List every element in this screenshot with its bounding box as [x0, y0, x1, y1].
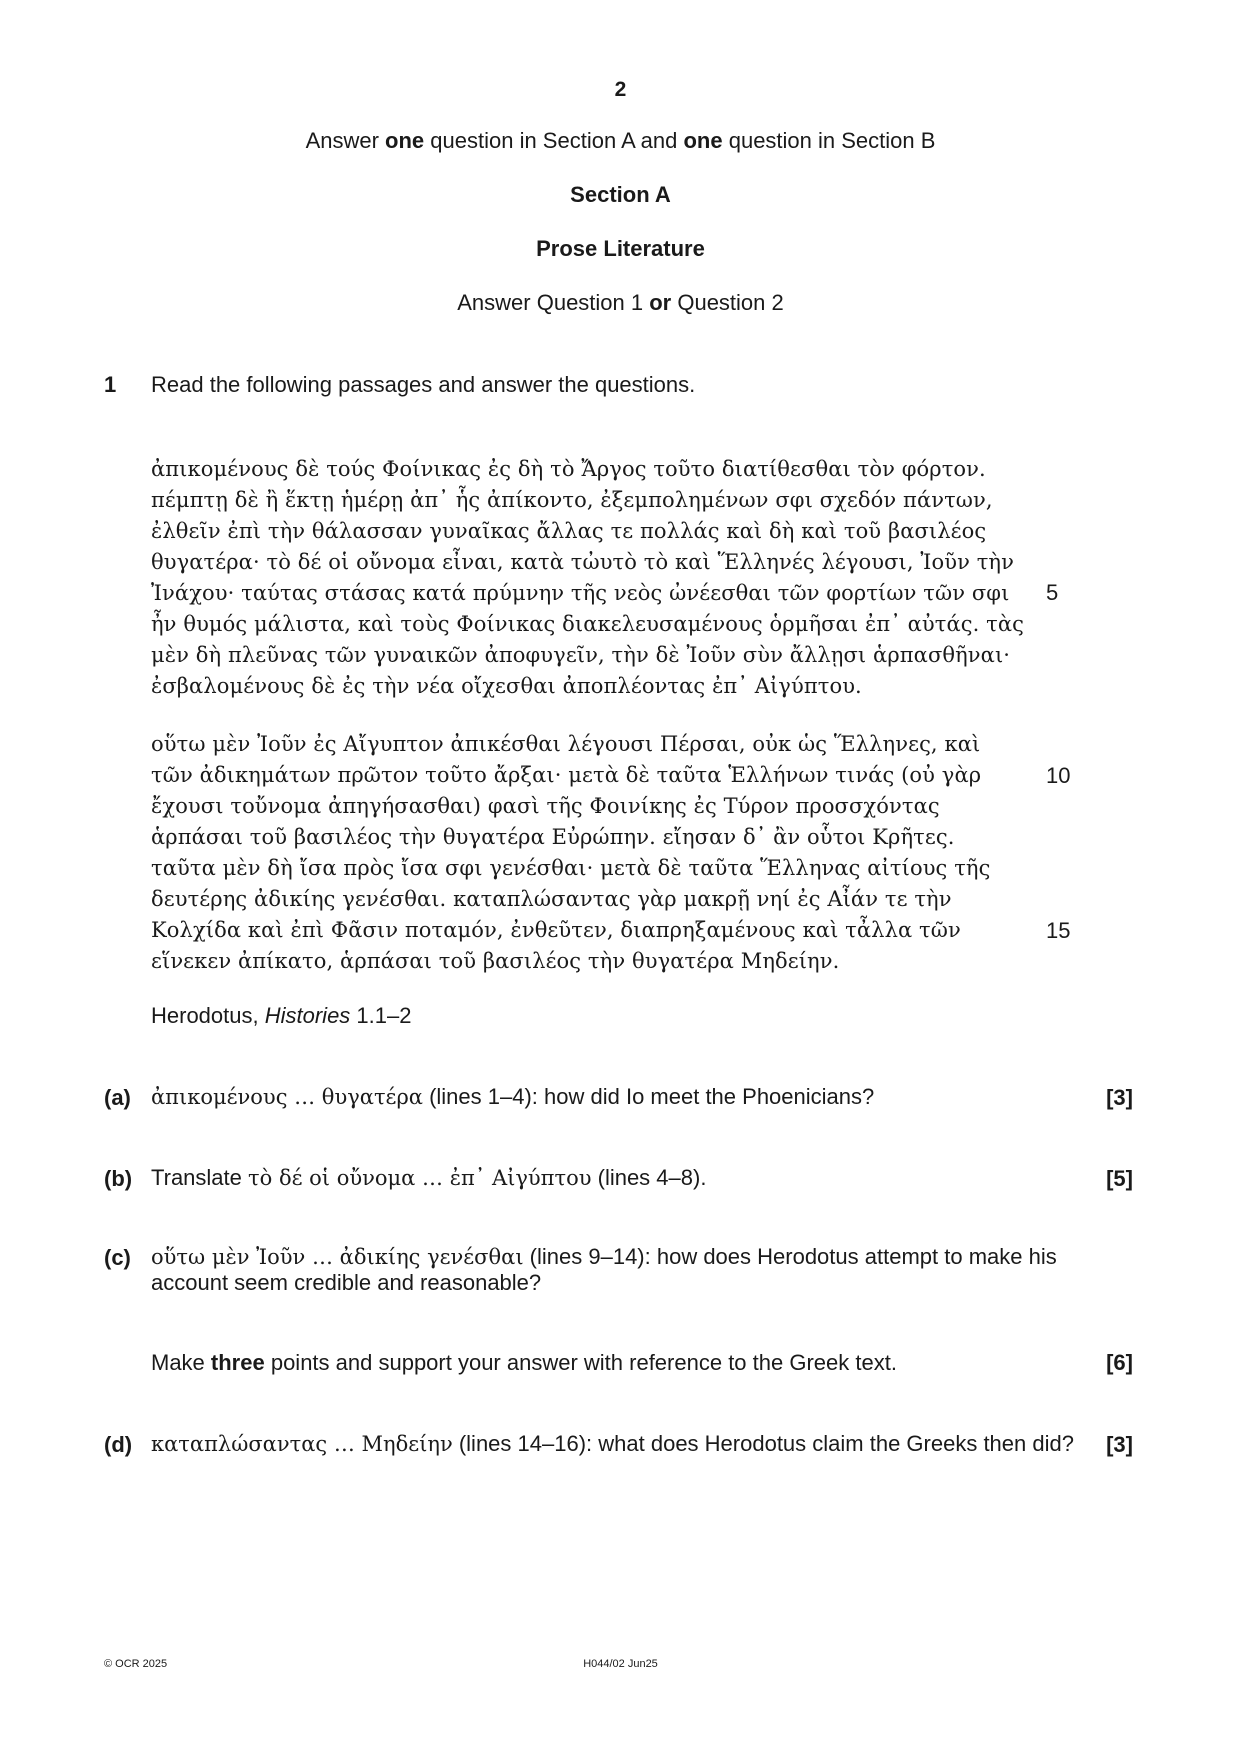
part-a-label: (a): [104, 1085, 131, 1110]
passage-line: μὲν δὴ πλεῦνας τῶν γυναικῶν ἀποφυγεῖν, τὴν δὲ Ἰοῦν σὺν ἄλλῃσι ἁρπασθῆναι·: [151, 643, 1011, 667]
part-c-greek: οὕτω μὲν Ἰοῦν … ἀδικίης γενέσθαι: [151, 1245, 524, 1269]
section-title: Section A: [570, 182, 671, 207]
part-a-greek: ἀπικομένους … θυγατέρα: [151, 1085, 423, 1109]
answer-bold: or: [649, 290, 672, 315]
part-c-inst-bold: three: [210, 1350, 265, 1375]
part-b-text: [151, 1165, 706, 1191]
line-number: 10: [1046, 763, 1071, 788]
instruction-text: Answer: [305, 128, 386, 153]
part-d-marks: [3]: [1106, 1432, 1133, 1457]
part-d-greek: καταπλώσαντας … Μηδείην: [151, 1432, 453, 1456]
passage-line: θυγατέρα· τὸ δέ οἱ οὔνομα εἶναι, κατὰ τὠυτὸ τὸ καὶ Ἕλληνές λέγουσι, Ἰοῦν τὴν: [151, 550, 1014, 574]
passage-line: οὕτω μὲν Ἰοῦν ἐς Αἴγυπτον ἀπικέσθαι λέγουσι Πέρσαι, οὐκ ὡς Ἕλληνες, καὶ: [151, 732, 981, 756]
part-c-question: (lines 9–14): how does Herodotus attempt to make his: [523, 1244, 1057, 1269]
part-b-marks: [5]: [1106, 1166, 1133, 1191]
part-a-text: [151, 1084, 874, 1110]
part-b-question: (lines 4–8).: [591, 1165, 707, 1190]
source-work: Histories: [264, 1003, 351, 1028]
footer-code: H044/02 Jun25: [583, 1658, 658, 1670]
source-ref: 1.1–2: [350, 1003, 412, 1028]
passage-line: τῶν ἀδικημάτων πρῶτον τοῦτο ἄρξαι· μετὰ δὲ ταῦτα Ἑλλήνων τινάς (οὐ γὰρ: [151, 763, 982, 787]
line-number: 15: [1046, 918, 1071, 943]
part-b-label: (b): [104, 1166, 133, 1191]
part-d-question: (lines 14–16): what does Herodotus claim the Greeks then did?: [452, 1431, 1074, 1456]
part-b-greek: τὸ δέ οἱ οὔνομα … ἐπ᾽ Αἰγύπτου: [248, 1166, 592, 1190]
part-a-question: (lines 1–4): how did Io meet the Phoenicians?: [422, 1084, 875, 1109]
question-text: Read the following passages and answer the questions.: [151, 372, 696, 397]
passage-line: δευτέρης ἀδικίης γενέσθαι. καταπλώσαντας γὰρ μακρῇ νηί ἐς Αἶάν τε τὴν: [151, 887, 952, 911]
instruction-text: question in Section A and: [424, 128, 684, 153]
section-subtitle: Prose Literature: [536, 236, 705, 261]
line-number: 5: [1046, 580, 1059, 605]
part-a-marks: [3]: [1106, 1085, 1133, 1110]
passage-line: πέμπτῃ δὲ ἢ ἕκτῃ ἡμέρῃ ἀπ᾽ ἧς ἀπίκοντο, ἐξεμπολημένων σφι σχεδόν πάντων,: [151, 488, 993, 512]
passage-line: ἀπικομένους δὲ τούς Φοίνικας ἐς δὴ τὸ Ἄργος τοῦτο διατίθεσθαι τὸν φόρτον.: [151, 457, 986, 481]
passage-line: ἐλθεῖν ἐπὶ τὴν θάλασσαν γυναῖκας ἄλλας τε πολλάς καὶ δὴ καὶ τοῦ βασιλέος: [151, 519, 987, 543]
passage-line: Κολχίδα καὶ ἐπὶ Φᾶσιν ποταμόν, ἐνθεῦτεν, διαπρηξαμένους καὶ τἆλλα τῶν: [151, 918, 961, 942]
part-c-inst-text: points and support your answer with reference to the Greek text.: [264, 1350, 897, 1375]
question-number: 1: [104, 372, 117, 397]
part-c-text: [151, 1244, 1057, 1270]
page-number: 2: [614, 78, 627, 101]
part-c-label: (c): [104, 1245, 131, 1270]
passage-line: ἐσβαλομένους δὲ ἐς τὴν νέα οἴχεσθαι ἀποπλέοντας ἐπ᾽ Αἰγύπτου.: [151, 674, 862, 698]
passage-line: Ἰνάχου· ταύτας στάσας κατά πρύμνην τῆς νεὸς ὠνέεσθαι τῶν φορτίων τῶν σφι: [151, 581, 1010, 605]
passage-line: ἦν θυμός μάλιστα, καὶ τοὺς Φοίνικας διακελευσαμένους ὁρμῆσαι ἐπ᾽ αὐτάς. τὰς: [151, 612, 1025, 636]
part-c-instruction: [151, 1350, 897, 1376]
part-c-marks: [6]: [1106, 1350, 1133, 1375]
passage-line: ταῦτα μὲν δὴ ἴσα πρὸς ἴσα σφι γενέσθαι· μετὰ δὲ ταῦτα Ἕλληνας αἰτίους τῆς: [151, 856, 991, 880]
answer-text: Question 2: [671, 290, 784, 315]
footer-copyright: © OCR 2025: [104, 1658, 168, 1670]
part-c-inst-text: Make: [151, 1350, 211, 1375]
instruction-bold: one: [385, 128, 425, 153]
answer-text: Answer Question 1: [457, 290, 650, 315]
passage-line: εἵνεκεν ἀπίκατο, ἁρπάσαι τοῦ βασιλέος τὴν θυγατέρα Μηδείην.: [151, 949, 840, 973]
source-author: Herodotus,: [151, 1003, 265, 1028]
source-citation: [151, 1003, 411, 1029]
answer-instruction: [0, 290, 1241, 316]
passage-line: ἔχουσι τοὔνομα ἀπηγήσασθαι) φασὶ τῆς Φοινίκης ἐς Τύρον προσσχόντας: [151, 794, 940, 818]
part-d-label: (d): [104, 1432, 133, 1457]
part-b-pre: Translate: [151, 1165, 249, 1190]
instruction-text: question in Section B: [722, 128, 936, 153]
passage-line: ἁρπάσαι τοῦ βασιλέος τὴν θυγατέρα Εὐρώπην. εἴησαν δ᾽ ἂν οὗτοι Κρῆτες.: [151, 825, 955, 849]
part-c-text-cont: account seem credible and reasonable?: [151, 1270, 542, 1295]
part-d-text: [151, 1431, 1074, 1457]
instruction-bold: one: [683, 128, 723, 153]
instruction: [0, 128, 1241, 154]
